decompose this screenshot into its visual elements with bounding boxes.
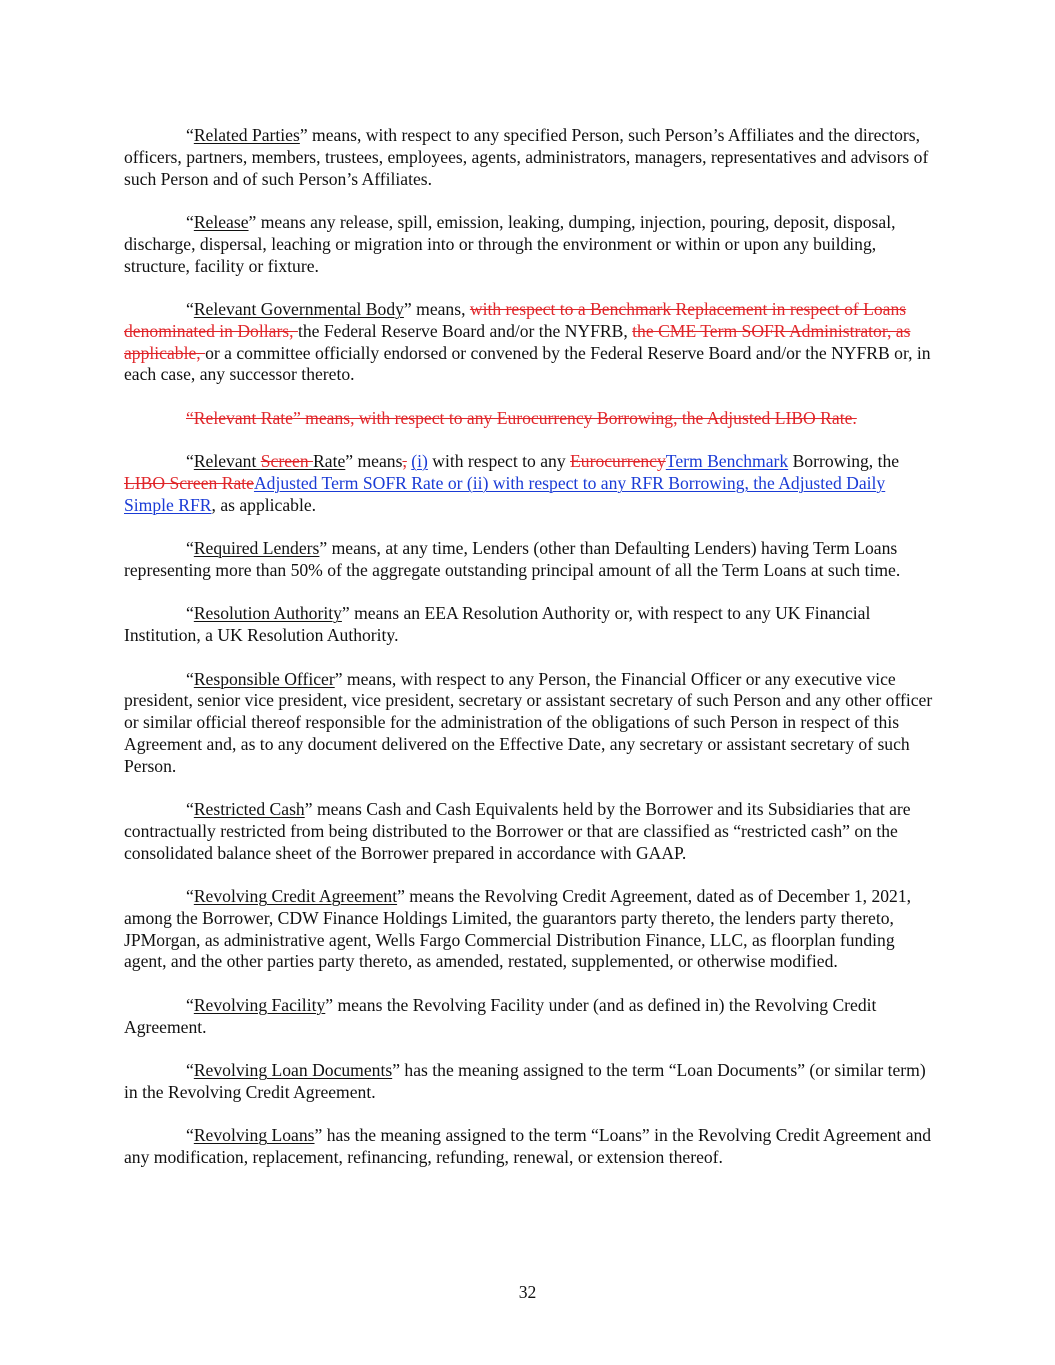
definition-responsible-officer: “Responsible Officer” means, with respect to any Person, the Financial Officer or any executive vice president, senior vice president, vice president, secretary or assistant secretary of such Person and any other officer or similar official thereof responsible for the administration of the obligations of such Person in respect of this Agreement and, as to any document delivered on the Effective Date, any secretary or assistant secretary of such Person. (124, 668, 933, 776)
defined-term: Revolving Loan Documents (193, 1060, 393, 1081)
definition-relevant-governmental-body: “Relevant Governmental Body” means, with respect to a Benchmark Replacement in respect of Loans denominated in Dollars, the Federal Reserve Board and/or the NYFRB, the CME Term SOFR Administrator, as applicable, or a committee officially endorsed or convened by the Federal Reserve Board and/or the NYFRB or, in each case, any successor thereto. (124, 298, 931, 385)
definition-text: ” means, with respect to any Person, the Financial Officer or any executive vice president, senior vice president, vice president, secretary or assistant secretary of such Person and any other officer or similar official thereof responsible for the administration of the obligations of such Person in respect of this Agreement and, as to any document delivered on the Effective Date, any secretary or assistant secretary of such Person. (124, 668, 933, 776)
definition-resolution-authority: “Resolution Authority” means an EEA Resolution Authority or, with respect to any UK Financial Institution, a UK Resolution Authority. (124, 603, 871, 646)
defined-term: Restricted Cash (193, 799, 305, 820)
deleted-text: the CME Term SOFR Administrator, as applicable, (124, 320, 911, 363)
defined-term: Resolution Authority (193, 603, 342, 624)
definition-text: ” means the Revolving Credit Agreement, dated as of December 1, 2021, among the Borrower, CDW Finance Holdings Limited, the guarantors party thereto, the lenders party thereto, JPMorgan, as administrative agent, Wells Fargo Commercial Distribution Finance, LLC, as floorplan funding agent, and the other parties party thereto, as amended, restated, supplemented, or otherwise modified. (124, 886, 912, 972)
definition-text: ” has the meaning assigned to the term “Loans” in the Revolving Credit Agreement and any modification, replacement, refinancing, refunding, renewal, or extension thereof. (124, 1125, 932, 1168)
definition-text: ” means an EEA Resolution Authority or, with respect to any UK Financial Institution, a UK Resolution Authority. (124, 603, 871, 646)
inserted-text: (i) (411, 451, 428, 472)
definition-required-lenders: “Required Lenders” means, at any time, Lenders (other than Defaulting Lenders) having Term Loans representing more than 50% of the aggregate outstanding principal amount of all the Term Loans at such time. (124, 538, 901, 580)
definition-text: ” means any release, spill, emission, leaking, dumping, injection, pouring, deposit, disposal, discharge, dispersal, leaching or migration into or through the environment or within or upon any building, structure, facility or fixture. (124, 211, 896, 276)
definition-text: ” means, with respect to any specified Person, such Person’s Affiliates and the directors, officers, partners, members, trustees, employees, agents, administrators, managers, representatives and advisors of such Person and of such Person’s Affiliates. (124, 125, 929, 189)
deleted-text: Eurocurrency (570, 451, 666, 472)
defined-term: Revolving Loans (193, 1125, 315, 1146)
deleted-text: LIBO Screen Rate (124, 472, 254, 493)
definition-revolving-facility: “Revolving Facility” means the Revolving Facility under (and as defined in) the Revolving Credit Agreement. (124, 994, 877, 1037)
definition-revolving-loan-documents: “Revolving Loan Documents” has the meaning assigned to the term “Loan Documents” (or similar term) in the Revolving Credit Agreement. (124, 1060, 926, 1102)
defined-term: Responsible Officer (193, 668, 335, 689)
definition-related-parties: “Related Parties” means, with respect to any specified Person, such Person’s Affiliates and the directors, officers, partners, members, trustees, employees, agents, administrators, managers, representatives and advisors of such Person and of such Person’s Affiliates. (124, 125, 929, 189)
inserted-text: Adjusted Term SOFR Rate or (ii) with respect to any RFR Borrowing, the Adjusted Daily Simple RFR (124, 472, 886, 515)
defined-term: Relevant Screen Rate (193, 451, 346, 472)
defined-term: Revolving Credit Agreement (193, 886, 398, 907)
deleted-text: “Relevant Rate” means, with respect to any Eurocurrency Borrowing, the Adjusted LIBO Rate. (186, 407, 857, 428)
defined-term: Relevant Governmental Body (193, 298, 404, 319)
definition-relevant-rate-deleted (124, 408, 934, 430)
definition-text: ” means Cash and Cash Equivalents held by the Borrower and its Subsidiaries that are contractually restricted from being distributed to the Borrower or that are classified as “restricted cash” on the consolidated balance sheet of the Borrower prepared in accordance with GAAP. (124, 799, 911, 863)
definition-revolving-loans: “Revolving Loans” has the meaning assigned to the term “Loans” in the Revolving Credit Agreement and any modification, replacement, refinancing, refunding, renewal, or extension thereof. (124, 1125, 932, 1168)
deleted-text: Screen (260, 451, 314, 472)
definition-text: ” has the meaning assigned to the term “Loan Documents” (or similar term) in the Revolving Credit Agreement. (124, 1060, 926, 1102)
inserted-text: Term Benchmark (665, 451, 789, 472)
defined-term: Release (193, 211, 249, 232)
definition-release: “Release” means any release, spill, emission, leaking, dumping, injection, pouring, deposit, disposal, discharge, dispersal, leaching or migration into or through the environment or within or upon any building, structure, facility or fixture. (124, 211, 896, 276)
definition-text: ” means, at any time, Lenders (other than Defaulting Lenders) having Term Loans representing more than 50% of the aggregate outstanding principal amount of all the Term Loans at such time. (124, 538, 901, 580)
defined-term: Required Lenders (193, 538, 320, 559)
page-number: 32 (518, 1282, 537, 1302)
deleted-text: , (402, 451, 407, 472)
definition-revolving-credit-agreement: “Revolving Credit Agreement” means the Revolving Credit Agreement, dated as of December 1, 2021, among the Borrower, CDW Finance Holdings Limited, the guarantors party thereto, the lenders party thereto, JPMorgan, as administrative agent, Wells Fargo Commercial Distribution Finance, LLC, as floorplan funding agent, and the other parties party thereto, as amended, restated, supplemented, or otherwise modified. (124, 886, 912, 972)
definition-restricted-cash: “Restricted Cash” means Cash and Cash Equivalents held by the Borrower and its Subsidiaries that are contractually restricted from being distributed to the Borrower or that are classified as “restricted cash” on the consolidated balance sheet of the Borrower prepared in accordance with GAAP. (124, 799, 911, 863)
document-page (124, 125, 934, 1190)
deleted-text: with respect to a Benchmark Replacement in respect of Loans denominated in Dollars, (124, 298, 907, 341)
definition-relevant-screen-rate: “Relevant Screen Rate” means, (i) with respect to any EurocurrencyTerm Benchmark Borrowing, the LIBO Screen RateAdjusted Term SOFR Rate or (ii) with respect to any RFR Borrowing, the Adjusted Daily Simple RFR, as applicable. (124, 451, 900, 515)
defined-term: Related Parties (193, 125, 300, 145)
defined-term: Revolving Facility (193, 994, 326, 1015)
definition-text: ” means the Revolving Facility under (and as defined in) the Revolving Credit Agreement. (124, 994, 877, 1037)
